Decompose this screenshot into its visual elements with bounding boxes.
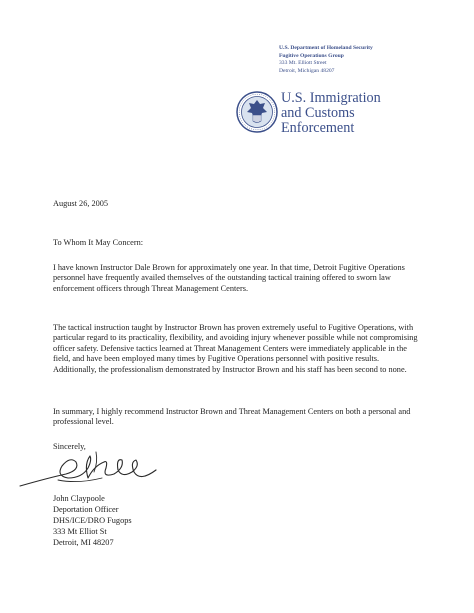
address-line-department: U.S. Department of Homeland Security [279,45,373,51]
signer-name: John Claypoole [53,494,105,503]
dhs-seal-icon [236,91,278,133]
letter-closing: Sincerely, [53,442,86,451]
agency-name [281,91,381,135]
signer-unit: DHS/ICE/DRO Fugops [53,516,132,525]
letter-paragraph-2: The tactical instruction taught by Instructor Brown has proven extremely useful to Fugitive Operations, with particular regard to its practicality, flexibility, and avoiding injury whenever possible while not compromising officer safety. Defensive tactics learned at Threat Management Centers were immediately applicable in the field, and have been employed many times by Fugitive Operations personnel with positive results. Additionally, the professionalism demonstrated by Instructor Brown and his staff has been second to none. [53,323,418,374]
agency-line-1: U.S. Immigration [281,90,381,106]
agency-line-3: Enforcement [281,119,355,136]
letter-paragraph-3: In summary, I highly recommend Instructor Brown and Threat Management Centers on both a personal and professional level. [53,407,411,427]
handwritten-signature [18,448,168,496]
signer-title: Deportation Officer [53,505,119,514]
letter-salutation: To Whom It May Concern: [53,238,144,247]
agency-line-2: and Customs [281,104,355,121]
signer-street: 333 Mt Elliot St [53,527,107,536]
signature-block [53,493,132,548]
letter-paragraph-1: I have known Instructor Dale Brown for approximately one year. In that time, Detroit Fugitive Operations personnel have frequently availed themselves of the outstanding tactical training offered to sworn law enforcement officers through Threat Management Centers. [53,263,405,293]
address-line-city: Detroit, Michigan 48207 [279,67,335,74]
letter-date: August 26, 2005 [53,199,109,208]
address-line-street: 333 Mt. Elliott Street [279,60,327,67]
department-address [279,45,373,75]
address-line-group: Fugitive Operations Group [279,52,344,59]
signer-city: Detroit, MI 48207 [53,538,114,547]
